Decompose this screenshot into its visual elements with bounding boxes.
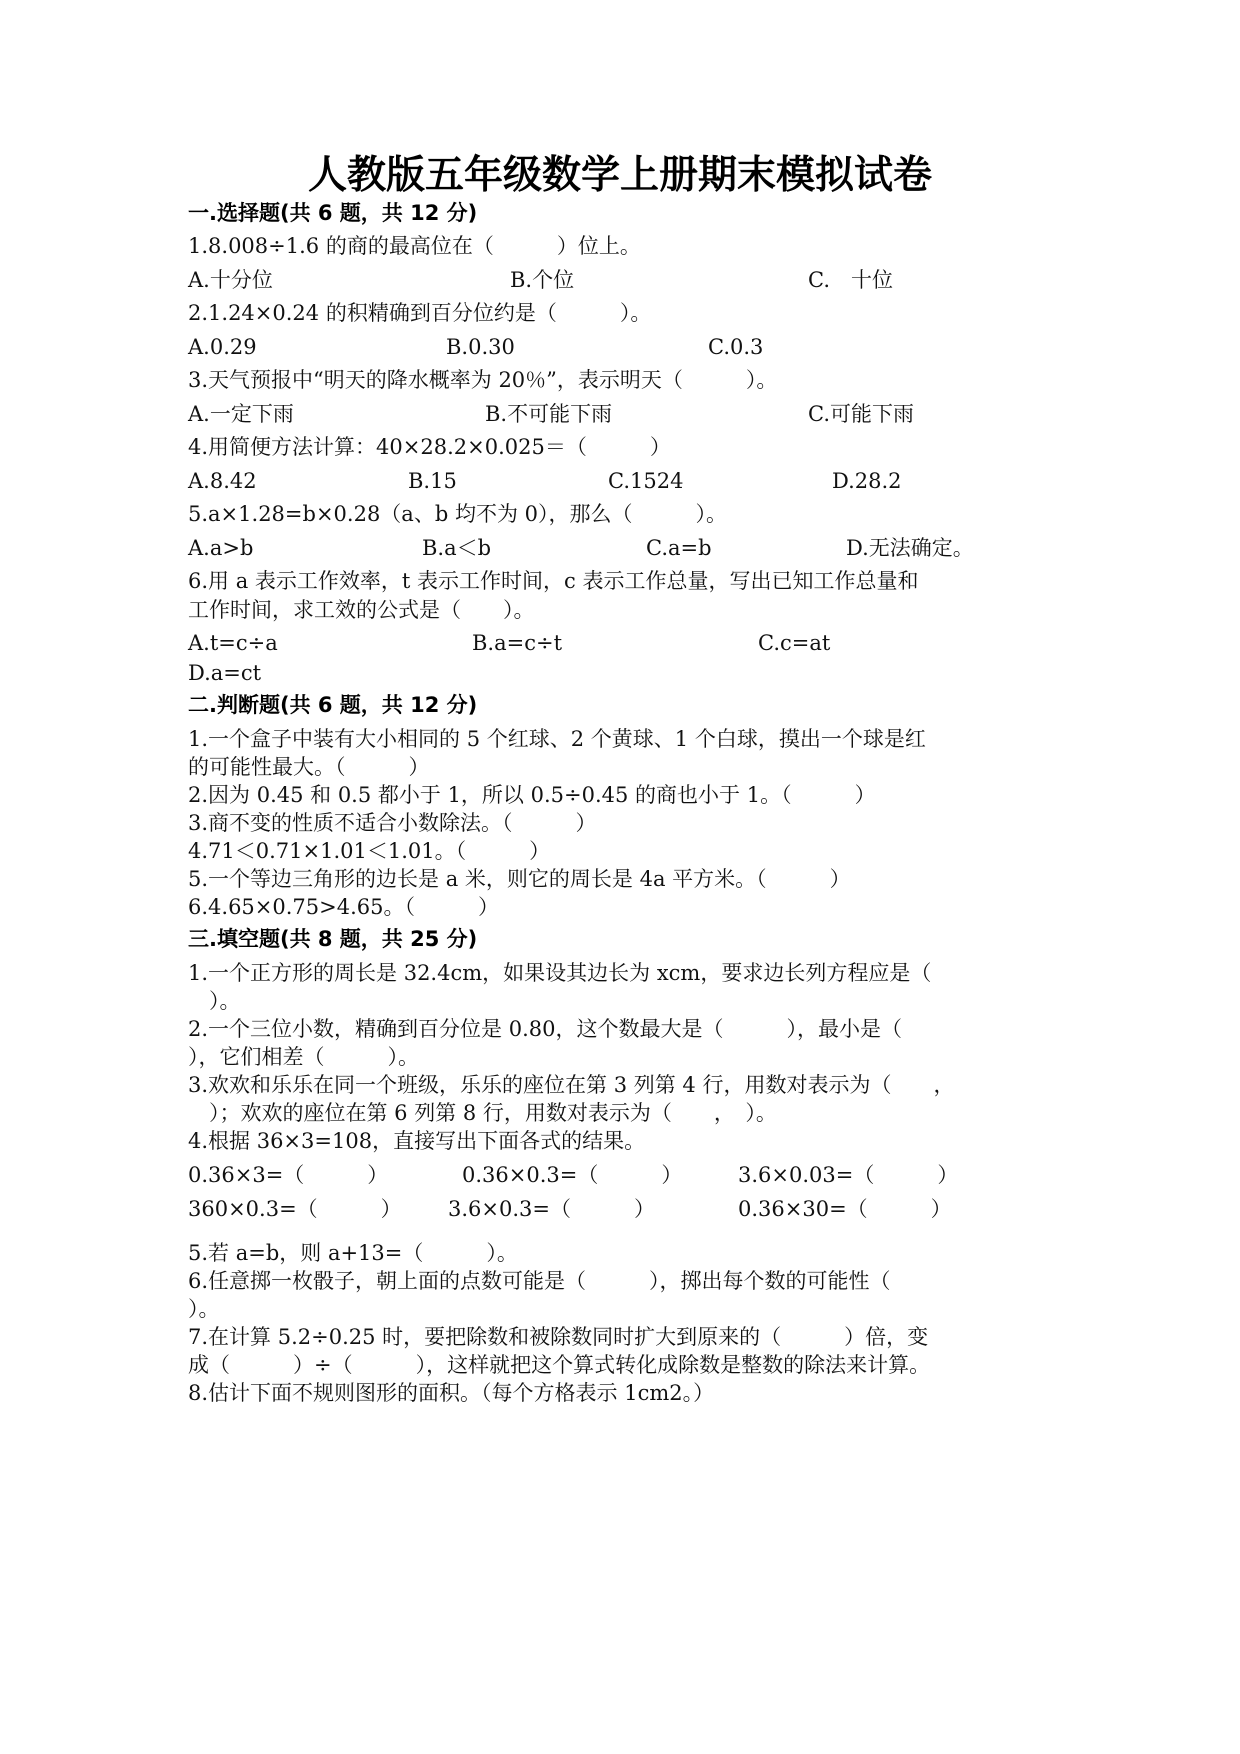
option-a: A.a>b bbox=[188, 536, 254, 560]
question-stem-cont: 成（ ）÷（ ），这样就把这个算式转化成除数是整数的除法来计算。 bbox=[188, 1353, 931, 1377]
calc-item: 0.36×30=（ ） bbox=[738, 1197, 952, 1221]
question-stem-cont: ），它们相差（ ）。 bbox=[188, 1045, 419, 1069]
question-stem: 1.一个盒子中装有大小相同的 5 个红球、2 个黄球、1 个白球，摸出一个球是红 bbox=[188, 727, 926, 751]
question-stem: 2.因为 0.45 和 0.5 都小于 1，所以 0.5÷0.45 的商也小于 1。（ ） bbox=[188, 783, 876, 807]
question-stem: 1.8.008÷1.6 的商的最高位在（ ）位上。 bbox=[188, 234, 641, 258]
option-c: C. 十位 bbox=[808, 268, 893, 292]
question-stem-cont: 工作时间，求工效的公式是（ ）。 bbox=[188, 598, 535, 622]
question-stem: 8.估计下面不规则图形的面积。（每个方格表示 1cm2。） bbox=[188, 1381, 715, 1405]
question-stem-cont: 的可能性最大。（ ） bbox=[188, 755, 430, 779]
option-b: B.a＜b bbox=[422, 536, 492, 560]
section-heading-fill-blank: 三.填空题(共 8 题，共 25 分) bbox=[188, 927, 478, 951]
option-a: A.十分位 bbox=[188, 268, 273, 292]
question-stem: 6.4.65×0.75>4.65。（ ） bbox=[188, 895, 500, 919]
question-stem: 3.欢欢和乐乐在同一个班级，乐乐的座位在第 3 列第 4 行，用数对表示为（ ， bbox=[188, 1073, 955, 1097]
calc-item: 360×0.3=（ ） bbox=[188, 1197, 402, 1221]
question-stem: 6.任意掷一枚骰子，朝上面的点数可能是（ ），掷出每个数的可能性（ bbox=[188, 1269, 891, 1293]
question-stem: 3.天气预报中“明天的降水概率为 20％”，表示明天（ ）。 bbox=[188, 368, 778, 392]
option-b: B.15 bbox=[408, 469, 457, 493]
question-stem: 4.根据 36×3=108，直接写出下面各式的结果。 bbox=[188, 1129, 646, 1153]
question-stem: 7.在计算 5.2÷0.25 时，要把除数和被除数同时扩大到原来的（ ）倍，变 bbox=[188, 1325, 929, 1349]
calc-item: 3.6×0.3=（ ） bbox=[448, 1197, 655, 1221]
option-b: B.不可能下雨 bbox=[485, 402, 613, 426]
exam-title: 人教版五年级数学上册期末模拟试卷 bbox=[307, 152, 932, 198]
question-stem: 4.71＜0.71×1.01＜1.01。（ ） bbox=[188, 839, 551, 863]
option-b: B.a=c÷t bbox=[472, 631, 563, 655]
option-d: D.a=ct bbox=[188, 661, 262, 685]
section-heading-choice: 一.选择题(共 6 题，共 12 分) bbox=[188, 201, 478, 225]
question-stem: 5.若 a=b，则 a+13=（ ）。 bbox=[188, 1241, 518, 1265]
question-stem: 5.一个等边三角形的边长是 a 米，则它的周长是 4a 平方米。（ ） bbox=[188, 867, 851, 891]
calc-item: 0.36×3=（ ） bbox=[188, 1163, 389, 1187]
option-c: C.1524 bbox=[608, 469, 684, 493]
question-stem: 3.商不变的性质不适合小数除法。（ ） bbox=[188, 811, 597, 835]
calc-item: 3.6×0.03=（ ） bbox=[738, 1163, 959, 1187]
question-stem-cont: ）。 bbox=[188, 1297, 220, 1321]
question-stem: 2.一个三位小数，精确到百分位是 0.80，这个数最大是（ ），最小是（ bbox=[188, 1017, 902, 1041]
option-c: C.0.3 bbox=[708, 335, 764, 359]
option-d: D.28.2 bbox=[832, 469, 902, 493]
option-b: B.0.30 bbox=[446, 335, 515, 359]
option-c: C.可能下雨 bbox=[808, 402, 914, 426]
question-stem: 5.a×1.28=b×0.28（a、b 均不为 0），那么（ ）。 bbox=[188, 502, 727, 526]
question-stem: 1.一个正方形的周长是 32.4cm，如果设其边长为 xcm，要求边长列方程应是（ bbox=[188, 961, 932, 985]
option-a: A.t=c÷a bbox=[188, 631, 278, 655]
option-c: C.a=b bbox=[646, 536, 712, 560]
question-stem-cont: ）；欢欢的座位在第 6 列第 8 行，用数对表示为（ ， ）。 bbox=[188, 1101, 777, 1125]
option-a: A.8.42 bbox=[188, 469, 257, 493]
question-stem: 4.用简便方法计算：40×28.2×0.025＝（ ） bbox=[188, 435, 671, 459]
question-stem-cont: ）。 bbox=[188, 989, 241, 1013]
option-a: A.0.29 bbox=[188, 335, 257, 359]
option-a: A.一定下雨 bbox=[188, 402, 294, 426]
calc-item: 0.36×0.3=（ ） bbox=[462, 1163, 683, 1187]
option-c: C.c=at bbox=[758, 631, 831, 655]
option-d: D.无法确定。 bbox=[846, 536, 974, 560]
section-heading-judgement: 二.判断题(共 6 题，共 12 分) bbox=[188, 693, 478, 717]
question-stem: 6.用 a 表示工作效率，t 表示工作时间，c 表示工作总量，写出已知工作总量和 bbox=[188, 569, 919, 593]
option-b: B.个位 bbox=[510, 268, 575, 292]
question-stem: 2.1.24×0.24 的积精确到百分位约是（ ）。 bbox=[188, 301, 652, 325]
